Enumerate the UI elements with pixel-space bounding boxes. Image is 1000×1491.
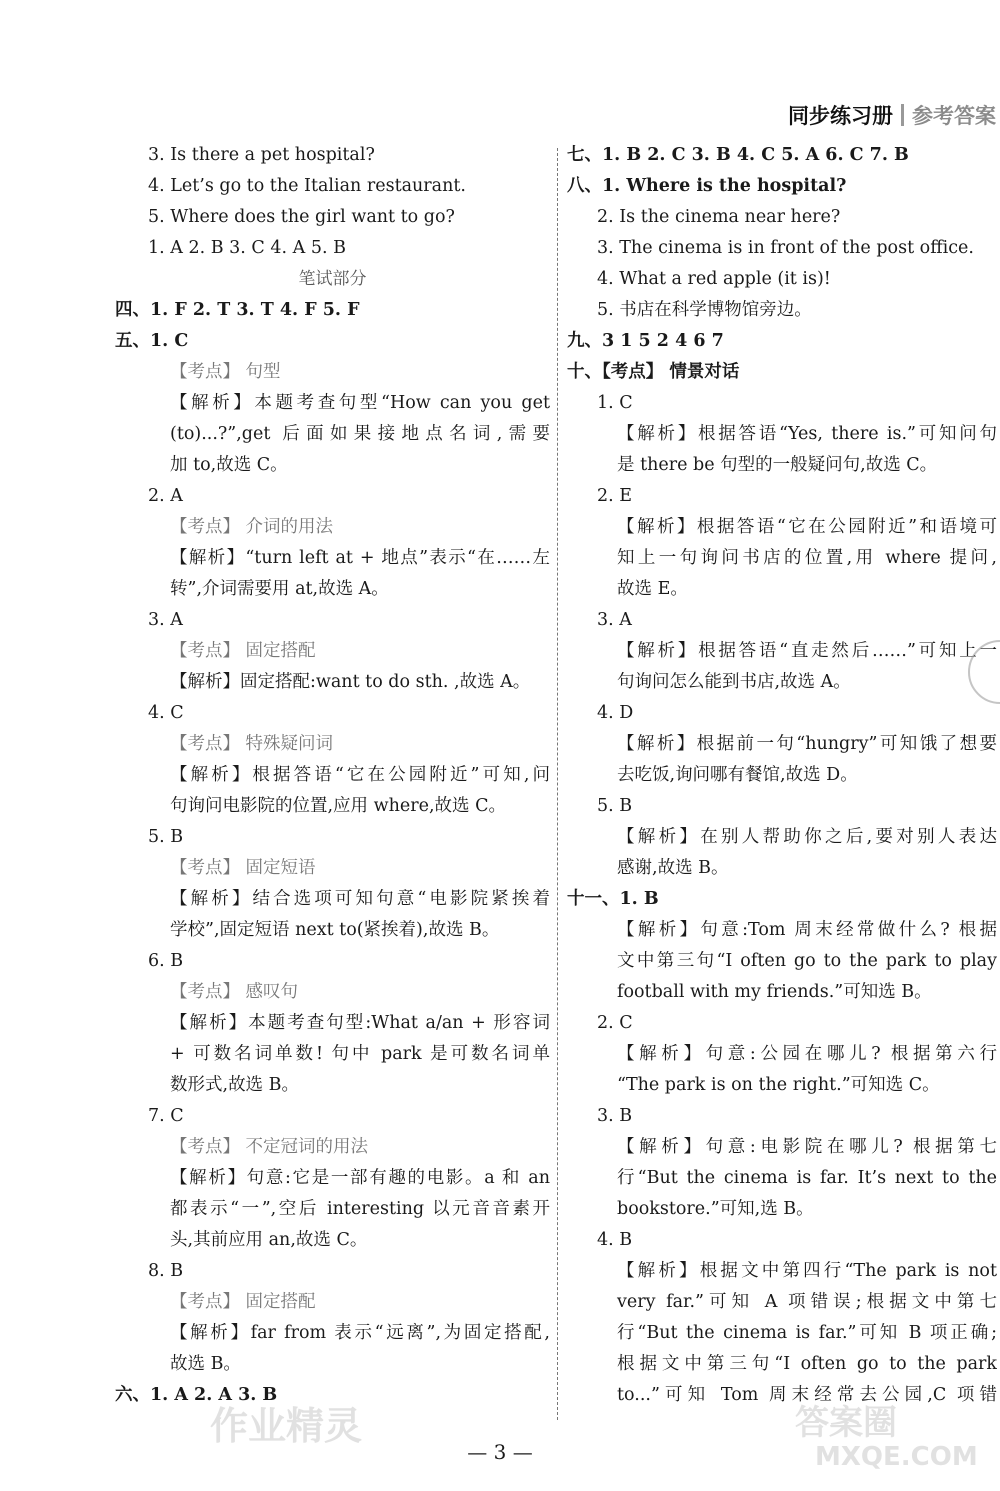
left-answer-line: 4. Let’s go to the Italian restaurant. xyxy=(148,176,466,196)
left-answer-line: 加 to,故选 C。 xyxy=(170,455,288,475)
left-answer-line: 【考点】 介词的用法 xyxy=(170,517,334,537)
left-answer-line: 【考点】 固定短语 xyxy=(170,858,316,878)
left-answer-line: 【解析】句意:它是一部有趣的电影。a 和 an xyxy=(170,1168,550,1188)
left-answer-line: 【解析】固定搭配:want to do sth. ,故选 A。 xyxy=(170,672,531,692)
left-answer-line: 【解析】本题考查句型“How can you get xyxy=(170,393,550,413)
left-answer-line: 都表示“一”,空后 interesting 以元音音素开 xyxy=(170,1199,550,1219)
watermark-bottom-right: 答案圈 xyxy=(795,1403,897,1443)
left-answer-line: 【考点】 不定冠词的用法 xyxy=(170,1137,369,1157)
right-answer-line: 知上一句询问书店的位置,用 where 提问, xyxy=(617,548,997,568)
right-answer-line: 文中第三句“I often go to the park to play xyxy=(617,951,997,971)
left-answer-line: 四、1. F 2. T 3. T 4. F 5. F xyxy=(115,300,360,320)
left-answer-line: 5. B xyxy=(148,827,184,847)
left-column xyxy=(115,140,550,1411)
right-answer-line: 4. B xyxy=(597,1230,633,1250)
left-answer-line: 1. A 2. B 3. C 4. A 5. B xyxy=(148,238,346,258)
book-subtitle: 参考答案 xyxy=(912,104,996,128)
left-answer-line: 3. A xyxy=(148,610,183,630)
right-answer-line: 4. What a red apple (it is)! xyxy=(597,269,831,289)
right-answer-line: 【解析】根据答语“Yes, there is.”可知问句 xyxy=(617,424,997,444)
right-answer-line: 【解析】根据答语“直走然后……”可知上一 xyxy=(617,641,997,661)
left-answer-line: + 可数名词单数! 句中 park 是可数名词单 xyxy=(170,1044,550,1064)
right-answer-line: 行“But the cinema is far. It’s next to the xyxy=(617,1168,997,1188)
left-answer-line: 转”,介词需要用 at,故选 A。 xyxy=(170,579,389,599)
watermark-url: MXQE.COM xyxy=(815,1442,978,1472)
left-answer-line: 【解析】“turn left at + 地点”表示“在……左 xyxy=(170,548,550,568)
right-answer-line: 【解析】根据前一句“hungry”可知饿了想要 xyxy=(617,734,997,754)
right-answer-line: 【解析】句意:Tom 周末经常做什么? 根据 xyxy=(617,920,997,940)
left-answer-line: 【解析】本题考查句型:What a/an + 形容词 xyxy=(170,1013,550,1033)
left-answer-line: 【考点】 感叹句 xyxy=(170,982,299,1002)
right-answer-line: to...”可知 Tom 周末经常去公园,C 项错 xyxy=(617,1385,997,1405)
right-answer-line: 去吃饭,询问哪有餐馆,故选 D。 xyxy=(617,765,858,785)
right-answer-line: 行“But the cinema is far.”可知 B 项正确; xyxy=(617,1323,997,1343)
watermark-left: 作业精灵 xyxy=(210,1404,363,1448)
right-answer-line: 感谢,故选 B。 xyxy=(617,858,729,878)
left-answer-line: 【解析】结合选项可知句意“电影院紧挨着 xyxy=(170,889,550,909)
left-answer-line: 5. Where does the girl want to go? xyxy=(148,207,455,227)
right-answer-line: 十一、1. B xyxy=(567,889,659,909)
right-answer-line: 八、1. Where is the hospital? xyxy=(567,176,847,196)
right-answer-line: “The park is on the right.”可知选 C。 xyxy=(617,1075,940,1095)
page-number: — 3 — xyxy=(467,1440,533,1464)
right-answer-line: 【解析】根据答语“它在公园附近”和语境可 xyxy=(617,517,997,537)
left-answer-line: 故选 B。 xyxy=(170,1354,241,1374)
right-column xyxy=(567,140,997,1411)
left-answer-line: 六、1. A 2. A 3. B xyxy=(115,1385,278,1405)
left-answer-line: 笔试部分 xyxy=(298,269,367,289)
header-separator xyxy=(901,104,904,126)
right-answer-line: very far.”可知 A 项错误;根据文中第七 xyxy=(617,1292,997,1312)
right-answer-line: 【解析】句意:公园在哪儿? 根据第六行 xyxy=(617,1044,997,1064)
right-answer-line: 2. C xyxy=(597,1013,633,1033)
right-answer-line: 【解析】句意:电影院在哪儿? 根据第七 xyxy=(617,1137,997,1157)
left-answer-line: 【考点】 特殊疑问词 xyxy=(170,734,334,754)
right-answer-line: 句询问怎么能到书店,故选 A。 xyxy=(617,672,851,692)
left-answer-line: 【解析】根据答语“它在公园附近”可知,问 xyxy=(170,765,550,785)
column-divider xyxy=(557,148,559,1420)
right-answer-line: bookstore.”可知,选 B。 xyxy=(617,1199,814,1219)
right-answer-line: football with my friends.”可知选 B。 xyxy=(617,982,932,1002)
right-answer-line: 九、3 1 5 2 4 6 7 xyxy=(567,331,724,351)
left-answer-line: (to)...?”,get 后面如果接地点名词,需要 xyxy=(170,424,550,444)
right-answer-line: 3. The cinema is in front of the post office. xyxy=(597,238,974,258)
left-answer-line: 【解析】far from 表示“远离”,为固定搭配, xyxy=(170,1323,550,1343)
left-answer-line: 学校”,固定短语 next to(紧挨着),故选 B。 xyxy=(170,920,500,940)
left-answer-line: 句询问电影院的位置,应用 where,故选 C。 xyxy=(170,796,506,816)
left-answer-line: 【考点】 固定搭配 xyxy=(170,641,316,661)
right-answer-line: 2. E xyxy=(597,486,633,506)
right-answer-line: 【解析】根据文中第四行“The park is not xyxy=(617,1261,997,1281)
right-answer-line: 1. C xyxy=(597,393,633,413)
right-answer-line: 5. 书店在科学博物馆旁边。 xyxy=(597,300,812,320)
page-header xyxy=(788,100,996,130)
left-answer-line: 2. A xyxy=(148,486,183,506)
left-answer-line: 4. C xyxy=(148,703,184,723)
right-answer-line: 5. B xyxy=(597,796,633,816)
right-answer-line: 2. Is the cinema near here? xyxy=(597,207,841,227)
right-answer-line: 七、1. B 2. C 3. B 4. C 5. A 6. C 7. B xyxy=(567,145,909,165)
left-answer-line: 3. Is there a pet hospital? xyxy=(148,145,375,165)
right-answer-line: 3. A xyxy=(597,610,632,630)
right-answer-line: 根据文中第三句“I often go to the park xyxy=(617,1354,997,1374)
book-title: 同步练习册 xyxy=(788,104,893,128)
left-answer-line: 【考点】 句型 xyxy=(170,362,281,382)
left-answer-line: 【考点】 固定搭配 xyxy=(170,1292,316,1312)
left-answer-line: 6. B xyxy=(148,951,184,971)
left-answer-line: 头,其前应用 an,故选 C。 xyxy=(170,1230,368,1250)
right-answer-line: 是 there be 句型的一般疑问句,故选 C。 xyxy=(617,455,938,475)
left-answer-line: 8. B xyxy=(148,1261,184,1281)
right-answer-line: 十、【考点】 情景对话 xyxy=(567,362,740,382)
left-answer-line: 7. C xyxy=(148,1106,184,1126)
right-answer-line: 【解析】在别人帮助你之后,要对别人表达 xyxy=(617,827,997,847)
right-answer-line: 故选 E。 xyxy=(617,579,688,599)
right-answer-line: 3. B xyxy=(597,1106,633,1126)
left-answer-line: 数形式,故选 B。 xyxy=(170,1075,299,1095)
left-answer-line: 五、1. C xyxy=(115,331,189,351)
right-answer-line: 4. D xyxy=(597,703,634,723)
